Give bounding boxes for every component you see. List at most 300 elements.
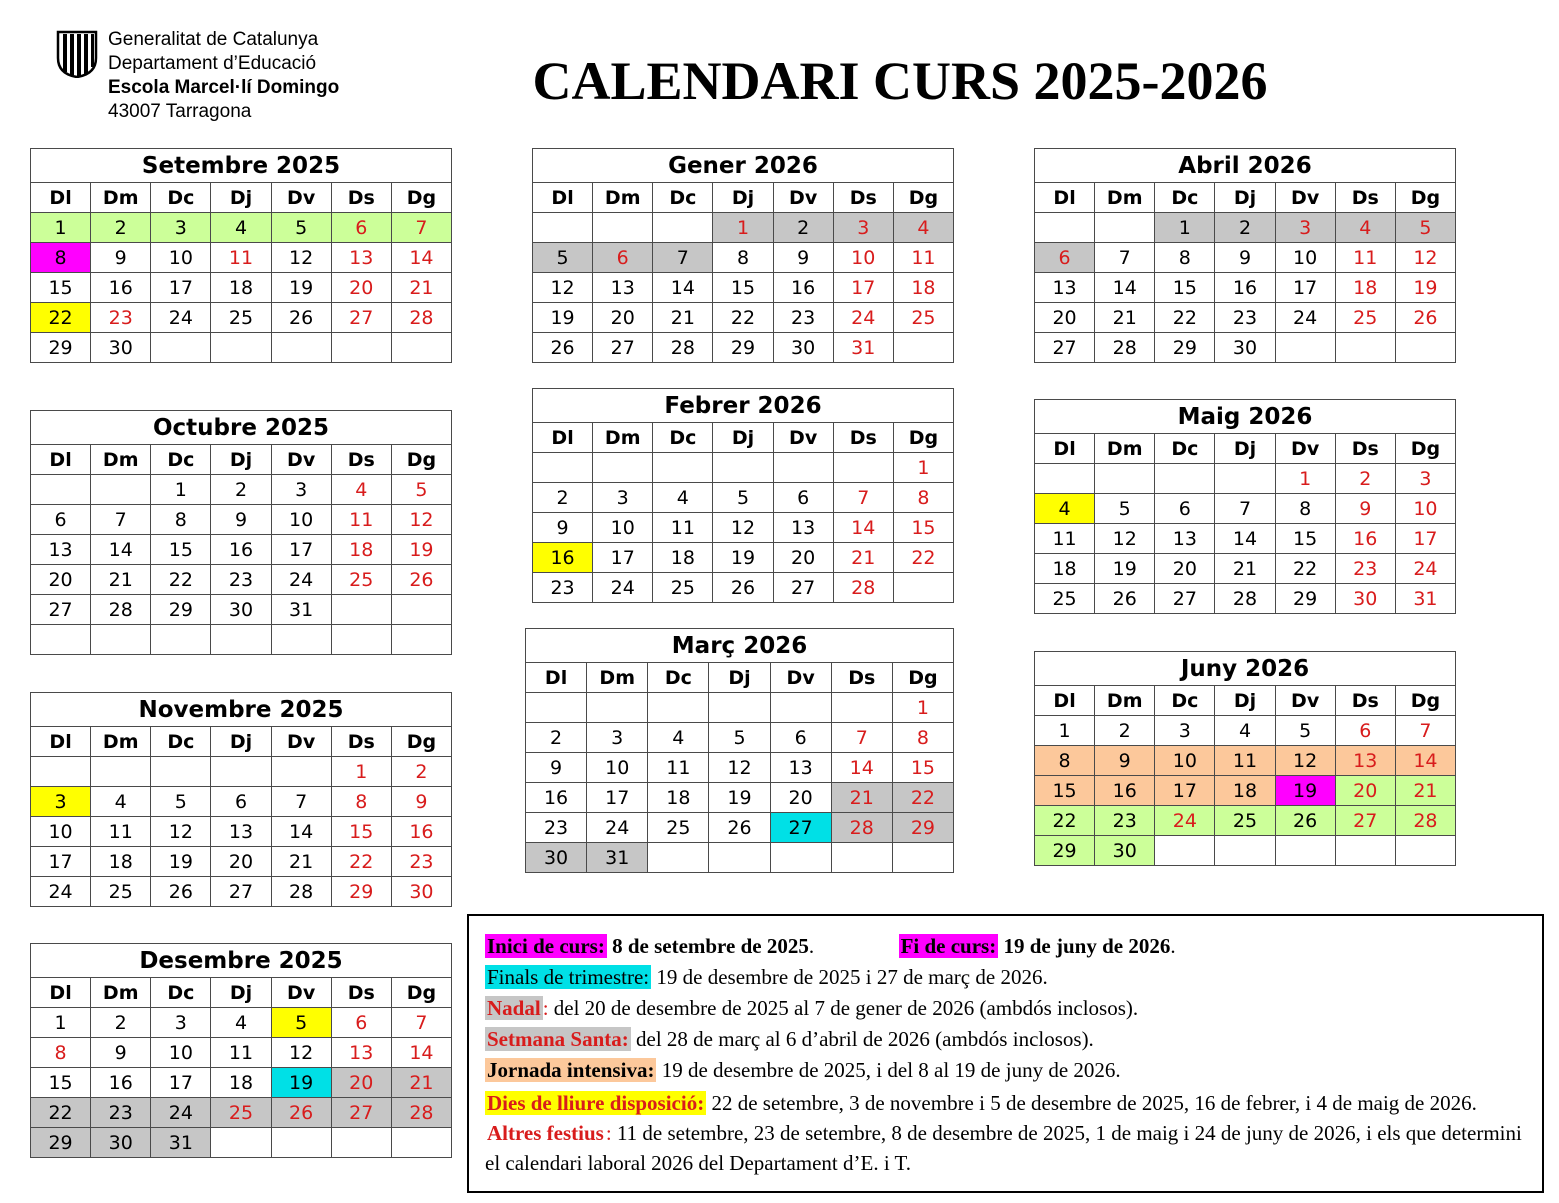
legend-paragraph-dies-festius: Dies de lliure disposició: 22 de setembre, 3 de novembre i 5 de desembre de 2025, 16 de febrer, i 4 de maig de 2026. Altres festius: 11 de setembre, 23 de setembre, 8 de desembre de 2025, 1 de maig i 24 de juny de 2026, i els que determini el calendari laboral 2026 del Departament d’E. i T. bbox=[485, 1091, 1522, 1175]
day-cell: 28 bbox=[1395, 806, 1455, 836]
day-cell: 13 bbox=[211, 817, 271, 847]
week-row bbox=[31, 565, 452, 595]
day-cell: 21 bbox=[653, 303, 713, 333]
weekday-header: Dc bbox=[151, 727, 211, 757]
empty-day-cell bbox=[648, 693, 709, 723]
institution-line-2: Departament d’Educació bbox=[108, 53, 317, 74]
day-cell: 16 bbox=[1335, 524, 1395, 554]
day-cell: 11 bbox=[1335, 243, 1395, 273]
day-cell: 2 bbox=[391, 757, 451, 787]
week-row bbox=[31, 243, 452, 273]
day-cell: 31 bbox=[151, 1128, 211, 1158]
day-cell: 16 bbox=[91, 273, 151, 303]
day-cell: 20 bbox=[1155, 554, 1215, 584]
day-cell: 24 bbox=[833, 303, 893, 333]
day-cell: 31 bbox=[833, 333, 893, 363]
empty-day-cell bbox=[151, 333, 211, 363]
day-cell: 25 bbox=[1035, 584, 1095, 614]
day-cell: 17 bbox=[151, 1068, 211, 1098]
day-cell: 28 bbox=[833, 573, 893, 603]
day-cell: 3 bbox=[833, 213, 893, 243]
day-cell: 20 bbox=[211, 847, 271, 877]
weekday-header: Dv bbox=[271, 183, 331, 213]
day-cell: 5 bbox=[391, 475, 451, 505]
day-cell: 17 bbox=[593, 543, 653, 573]
empty-day-cell bbox=[1095, 213, 1155, 243]
day-cell: 3 bbox=[1395, 464, 1455, 494]
day-cell: 20 bbox=[770, 783, 831, 813]
weekday-header: Dl bbox=[31, 978, 91, 1008]
day-cell: 30 bbox=[1335, 584, 1395, 614]
day-cell: 13 bbox=[31, 535, 91, 565]
day-cell: 29 bbox=[1035, 836, 1095, 866]
day-cell: 6 bbox=[770, 723, 831, 753]
empty-day-cell bbox=[526, 693, 587, 723]
weekday-header: Dj bbox=[709, 663, 770, 693]
weekday-header: Dm bbox=[587, 663, 648, 693]
day-cell: 1 bbox=[151, 475, 211, 505]
day-cell: 19 bbox=[713, 543, 773, 573]
day-cell: 28 bbox=[91, 595, 151, 625]
day-cell: 17 bbox=[833, 273, 893, 303]
empty-day-cell bbox=[1335, 333, 1395, 363]
day-cell: 30 bbox=[91, 1128, 151, 1158]
weekday-header: Dm bbox=[1095, 434, 1155, 464]
weekday-header: Dc bbox=[151, 978, 211, 1008]
empty-day-cell bbox=[533, 213, 593, 243]
month-title: Abril 2026 bbox=[1035, 149, 1456, 183]
empty-day-cell bbox=[653, 453, 713, 483]
weekday-header: Dm bbox=[593, 183, 653, 213]
day-cell: 17 bbox=[1155, 776, 1215, 806]
day-cell: 8 bbox=[31, 243, 91, 273]
week-row bbox=[1035, 464, 1456, 494]
day-cell: 18 bbox=[211, 1068, 271, 1098]
day-cell: 15 bbox=[331, 817, 391, 847]
day-cell: 24 bbox=[271, 565, 331, 595]
day-cell: 6 bbox=[1155, 494, 1215, 524]
weekday-header: Dj bbox=[1215, 434, 1275, 464]
day-cell: 30 bbox=[1095, 836, 1155, 866]
empty-day-cell bbox=[211, 625, 271, 655]
day-cell: 7 bbox=[653, 243, 713, 273]
day-cell: 12 bbox=[271, 1038, 331, 1068]
day-cell: 22 bbox=[713, 303, 773, 333]
day-cell: 21 bbox=[391, 273, 451, 303]
day-cell: 18 bbox=[1215, 776, 1275, 806]
day-cell: 8 bbox=[151, 505, 211, 535]
empty-day-cell bbox=[773, 453, 833, 483]
empty-day-cell bbox=[770, 843, 831, 873]
day-cell: 12 bbox=[391, 505, 451, 535]
day-cell: 31 bbox=[587, 843, 648, 873]
day-cell: 1 bbox=[331, 757, 391, 787]
day-cell: 4 bbox=[1035, 494, 1095, 524]
weekday-header: Dl bbox=[31, 183, 91, 213]
empty-day-cell bbox=[831, 693, 892, 723]
week-row bbox=[31, 1008, 452, 1038]
day-cell: 28 bbox=[1095, 333, 1155, 363]
day-cell: 27 bbox=[593, 333, 653, 363]
week-row bbox=[31, 303, 452, 333]
day-cell: 7 bbox=[833, 483, 893, 513]
day-cell: 15 bbox=[1035, 776, 1095, 806]
day-cell: 23 bbox=[526, 813, 587, 843]
weekday-header: Dj bbox=[1215, 686, 1275, 716]
day-cell: 7 bbox=[271, 787, 331, 817]
weekday-header: Dm bbox=[1095, 686, 1155, 716]
day-cell: 19 bbox=[533, 303, 593, 333]
legend-box bbox=[467, 914, 1544, 1193]
week-row bbox=[31, 213, 452, 243]
day-cell: 3 bbox=[587, 723, 648, 753]
day-cell: 12 bbox=[1095, 524, 1155, 554]
day-cell: 6 bbox=[1335, 716, 1395, 746]
month-title: Novembre 2025 bbox=[31, 693, 452, 727]
week-row bbox=[526, 843, 954, 873]
weekday-header: Dm bbox=[593, 423, 653, 453]
week-row bbox=[1035, 213, 1456, 243]
day-cell: 4 bbox=[211, 213, 271, 243]
day-cell: 6 bbox=[31, 505, 91, 535]
day-cell: 17 bbox=[1395, 524, 1455, 554]
empty-day-cell bbox=[91, 625, 151, 655]
weekday-header: Dc bbox=[1155, 434, 1215, 464]
empty-day-cell bbox=[391, 595, 451, 625]
week-row bbox=[533, 213, 954, 243]
day-cell: 17 bbox=[587, 783, 648, 813]
weekday-header: Dg bbox=[1395, 183, 1455, 213]
day-cell: 9 bbox=[91, 1038, 151, 1068]
legend-setmana-label: Setmana Santa: bbox=[487, 1027, 629, 1051]
week-row bbox=[31, 475, 452, 505]
day-cell: 24 bbox=[151, 1098, 211, 1128]
day-cell: 12 bbox=[713, 513, 773, 543]
day-cell: 9 bbox=[1215, 243, 1275, 273]
day-cell: 16 bbox=[211, 535, 271, 565]
institution-line-1: Generalitat de Catalunya bbox=[108, 29, 319, 50]
empty-day-cell bbox=[709, 843, 770, 873]
day-cell: 6 bbox=[773, 483, 833, 513]
weekday-header: Dc bbox=[1155, 183, 1215, 213]
week-row bbox=[31, 1068, 452, 1098]
day-cell: 22 bbox=[892, 783, 953, 813]
empty-day-cell bbox=[713, 453, 773, 483]
day-cell: 10 bbox=[587, 753, 648, 783]
day-cell: 1 bbox=[1035, 716, 1095, 746]
day-cell: 20 bbox=[331, 273, 391, 303]
weekday-header: Ds bbox=[833, 423, 893, 453]
day-cell: 28 bbox=[1215, 584, 1275, 614]
empty-day-cell bbox=[211, 1128, 271, 1158]
week-row bbox=[1035, 554, 1456, 584]
empty-day-cell bbox=[31, 625, 91, 655]
day-cell: 13 bbox=[331, 1038, 391, 1068]
legend-nadal-label: Nadal bbox=[487, 996, 541, 1020]
day-cell: 20 bbox=[31, 565, 91, 595]
empty-day-cell bbox=[331, 1128, 391, 1158]
legend-altres-value: 11 de setembre, 23 de setembre, 8 de desembre de 2025, 1 de maig i 24 de juny de 2026, i els que determini el calendari laboral 2026 del Departament d’E. i T. bbox=[485, 1121, 1522, 1175]
week-row bbox=[526, 723, 954, 753]
day-cell: 30 bbox=[211, 595, 271, 625]
day-cell: 27 bbox=[211, 877, 271, 907]
weekday-header: Dc bbox=[653, 183, 713, 213]
month-title: Març 2026 bbox=[526, 629, 954, 663]
day-cell: 15 bbox=[31, 1068, 91, 1098]
weekday-header: Dg bbox=[391, 978, 451, 1008]
day-cell: 9 bbox=[391, 787, 451, 817]
week-row bbox=[31, 1098, 452, 1128]
empty-day-cell bbox=[271, 757, 331, 787]
day-cell: 23 bbox=[773, 303, 833, 333]
day-cell: 9 bbox=[1095, 746, 1155, 776]
day-cell: 8 bbox=[31, 1038, 91, 1068]
day-cell: 5 bbox=[1095, 494, 1155, 524]
day-cell: 29 bbox=[1155, 333, 1215, 363]
day-cell: 13 bbox=[593, 273, 653, 303]
empty-day-cell bbox=[331, 625, 391, 655]
month-title: Gener 2026 bbox=[533, 149, 954, 183]
legend-altres-label: Altres festius bbox=[487, 1121, 604, 1145]
empty-day-cell bbox=[1275, 333, 1335, 363]
day-cell: 12 bbox=[709, 753, 770, 783]
weekday-header: Dg bbox=[893, 423, 953, 453]
day-cell: 16 bbox=[1215, 273, 1275, 303]
day-cell: 28 bbox=[653, 333, 713, 363]
day-cell: 16 bbox=[391, 817, 451, 847]
day-cell: 2 bbox=[526, 723, 587, 753]
day-cell: 21 bbox=[91, 565, 151, 595]
week-row bbox=[1035, 806, 1456, 836]
empty-day-cell bbox=[593, 213, 653, 243]
weekday-header: Dl bbox=[1035, 434, 1095, 464]
empty-day-cell bbox=[151, 757, 211, 787]
page-title: CALENDARI CURS 2025-2026 bbox=[532, 51, 1268, 111]
day-cell: 22 bbox=[893, 543, 953, 573]
day-cell: 5 bbox=[709, 723, 770, 753]
empty-day-cell bbox=[893, 333, 953, 363]
day-cell: 5 bbox=[271, 213, 331, 243]
week-row bbox=[1035, 716, 1456, 746]
weekday-header: Dl bbox=[526, 663, 587, 693]
legend-line-finals bbox=[485, 963, 1048, 991]
weekday-header: Dv bbox=[1275, 434, 1335, 464]
day-cell: 3 bbox=[1275, 213, 1335, 243]
weekday-header: Dj bbox=[211, 727, 271, 757]
day-cell: 10 bbox=[1395, 494, 1455, 524]
day-cell: 24 bbox=[587, 813, 648, 843]
month-title: Setembre 2025 bbox=[31, 149, 452, 183]
week-row bbox=[31, 757, 452, 787]
day-cell: 25 bbox=[211, 1098, 271, 1128]
day-cell: 11 bbox=[1035, 524, 1095, 554]
day-cell: 20 bbox=[1335, 776, 1395, 806]
day-cell: 10 bbox=[151, 1038, 211, 1068]
weekday-header: Ds bbox=[833, 183, 893, 213]
weekday-header: Dg bbox=[391, 727, 451, 757]
legend-line-nadal: Nadal: del 20 de desembre de 2025 al 7 de gener de 2026 (ambdós inclosos). bbox=[487, 996, 1139, 1020]
day-cell: 31 bbox=[271, 595, 331, 625]
day-cell: 7 bbox=[831, 723, 892, 753]
legend-dies-value: 22 de setembre, 3 de novembre i 5 de desembre de 2025, 16 de febrer, i 4 de maig de 2026. bbox=[711, 1091, 1477, 1115]
week-row bbox=[31, 847, 452, 877]
day-cell: 17 bbox=[271, 535, 331, 565]
weekday-header: Dc bbox=[151, 183, 211, 213]
week-row bbox=[31, 1038, 452, 1068]
day-cell: 14 bbox=[1215, 524, 1275, 554]
day-cell: 8 bbox=[713, 243, 773, 273]
day-cell: 18 bbox=[1335, 273, 1395, 303]
weekday-header: Dv bbox=[773, 183, 833, 213]
day-cell: 2 bbox=[1095, 716, 1155, 746]
day-cell: 20 bbox=[773, 543, 833, 573]
day-cell: 19 bbox=[271, 273, 331, 303]
day-cell: 27 bbox=[1335, 806, 1395, 836]
day-cell: 26 bbox=[271, 303, 331, 333]
day-cell: 14 bbox=[391, 1038, 451, 1068]
month-calendar-octubre bbox=[30, 410, 452, 655]
day-cell: 18 bbox=[91, 847, 151, 877]
week-row bbox=[1035, 776, 1456, 806]
weekday-header: Dl bbox=[1035, 686, 1095, 716]
day-cell: 14 bbox=[831, 753, 892, 783]
day-cell: 29 bbox=[151, 595, 211, 625]
weekday-header: Dc bbox=[648, 663, 709, 693]
day-cell: 20 bbox=[1035, 303, 1095, 333]
day-cell: 5 bbox=[1395, 213, 1455, 243]
empty-day-cell bbox=[648, 843, 709, 873]
empty-day-cell bbox=[770, 693, 831, 723]
legend-jornada-value: 19 de desembre de 2025, i del 8 al 19 de juny de 2026. bbox=[661, 1058, 1121, 1082]
weekday-header: Dv bbox=[1275, 183, 1335, 213]
school-name: Escola Marcel·lí Domingo bbox=[108, 77, 340, 98]
empty-day-cell bbox=[1395, 836, 1455, 866]
day-cell: 18 bbox=[653, 543, 713, 573]
day-cell: 4 bbox=[91, 787, 151, 817]
day-cell: 2 bbox=[533, 483, 593, 513]
weekday-header: Dm bbox=[91, 727, 151, 757]
day-cell: 23 bbox=[211, 565, 271, 595]
weekday-header: Ds bbox=[1335, 434, 1395, 464]
day-cell: 1 bbox=[31, 213, 91, 243]
day-cell: 3 bbox=[151, 1008, 211, 1038]
day-cell: 24 bbox=[593, 573, 653, 603]
weekday-header: Dv bbox=[271, 978, 331, 1008]
day-cell: 15 bbox=[893, 513, 953, 543]
day-cell: 26 bbox=[713, 573, 773, 603]
empty-day-cell bbox=[391, 333, 451, 363]
month-calendar-juny bbox=[1034, 651, 1456, 866]
day-cell: 5 bbox=[151, 787, 211, 817]
empty-day-cell bbox=[1035, 464, 1095, 494]
month-title: Octubre 2025 bbox=[31, 411, 452, 445]
day-cell: 23 bbox=[91, 1098, 151, 1128]
empty-day-cell bbox=[831, 843, 892, 873]
week-row bbox=[1035, 273, 1456, 303]
day-cell: 7 bbox=[391, 213, 451, 243]
day-cell: 11 bbox=[648, 753, 709, 783]
empty-day-cell bbox=[893, 573, 953, 603]
month-calendar-abril bbox=[1034, 148, 1456, 363]
day-cell: 11 bbox=[331, 505, 391, 535]
day-cell: 5 bbox=[1275, 716, 1335, 746]
legend-line-setmana-santa bbox=[485, 1025, 1094, 1053]
day-cell: 2 bbox=[1215, 213, 1275, 243]
day-cell: 12 bbox=[1395, 243, 1455, 273]
day-cell: 15 bbox=[892, 753, 953, 783]
day-cell: 18 bbox=[1035, 554, 1095, 584]
day-cell: 6 bbox=[331, 1008, 391, 1038]
day-cell: 3 bbox=[31, 787, 91, 817]
day-cell: 1 bbox=[1275, 464, 1335, 494]
day-cell: 23 bbox=[391, 847, 451, 877]
empty-day-cell bbox=[91, 475, 151, 505]
day-cell: 10 bbox=[593, 513, 653, 543]
day-cell: 22 bbox=[31, 303, 91, 333]
legend-fi-label: Fi de curs: bbox=[900, 934, 997, 958]
legend-setmana-value: del 28 de març al 6 d’abril de 2026 (ambdós inclosos). bbox=[636, 1027, 1094, 1051]
weekday-header: Ds bbox=[331, 445, 391, 475]
day-cell: 3 bbox=[151, 213, 211, 243]
day-cell: 17 bbox=[151, 273, 211, 303]
day-cell: 4 bbox=[653, 483, 713, 513]
month-calendar-novembre bbox=[30, 692, 452, 907]
weekday-header: Dg bbox=[1395, 434, 1455, 464]
weekday-header: Ds bbox=[1335, 686, 1395, 716]
week-row bbox=[533, 303, 954, 333]
day-cell: 27 bbox=[331, 303, 391, 333]
week-row bbox=[31, 273, 452, 303]
week-row bbox=[31, 817, 452, 847]
day-cell: 10 bbox=[271, 505, 331, 535]
week-row bbox=[31, 1128, 452, 1158]
weekday-header: Dv bbox=[271, 445, 331, 475]
day-cell: 30 bbox=[773, 333, 833, 363]
day-cell: 8 bbox=[1155, 243, 1215, 273]
day-cell: 11 bbox=[91, 817, 151, 847]
day-cell: 14 bbox=[1395, 746, 1455, 776]
month-calendar-gener bbox=[532, 148, 954, 363]
day-cell: 3 bbox=[1155, 716, 1215, 746]
day-cell: 10 bbox=[1155, 746, 1215, 776]
empty-day-cell bbox=[1395, 333, 1455, 363]
weekday-header: Dj bbox=[211, 445, 271, 475]
day-cell: 29 bbox=[892, 813, 953, 843]
legend-dies-label: Dies de lliure disposició: bbox=[487, 1091, 705, 1115]
day-cell: 4 bbox=[893, 213, 953, 243]
empty-day-cell bbox=[211, 757, 271, 787]
legend-nadal-value: del 20 de desembre de 2025 al 7 de gener de 2026 (ambdós inclosos). bbox=[553, 996, 1139, 1020]
weekday-header: Dg bbox=[391, 445, 451, 475]
day-cell: 26 bbox=[1395, 303, 1455, 333]
empty-day-cell bbox=[653, 213, 713, 243]
week-row bbox=[1035, 584, 1456, 614]
weekday-header: Dc bbox=[653, 423, 713, 453]
weekday-header: Dj bbox=[211, 183, 271, 213]
week-row bbox=[1035, 836, 1456, 866]
day-cell: 9 bbox=[526, 753, 587, 783]
day-cell: 12 bbox=[533, 273, 593, 303]
day-cell: 11 bbox=[653, 513, 713, 543]
day-cell: 5 bbox=[271, 1008, 331, 1038]
day-cell: 13 bbox=[773, 513, 833, 543]
day-cell: 22 bbox=[331, 847, 391, 877]
weekday-header: Dg bbox=[1395, 686, 1455, 716]
day-cell: 22 bbox=[151, 565, 211, 595]
day-cell: 27 bbox=[331, 1098, 391, 1128]
day-cell: 13 bbox=[331, 243, 391, 273]
day-cell: 2 bbox=[91, 1008, 151, 1038]
